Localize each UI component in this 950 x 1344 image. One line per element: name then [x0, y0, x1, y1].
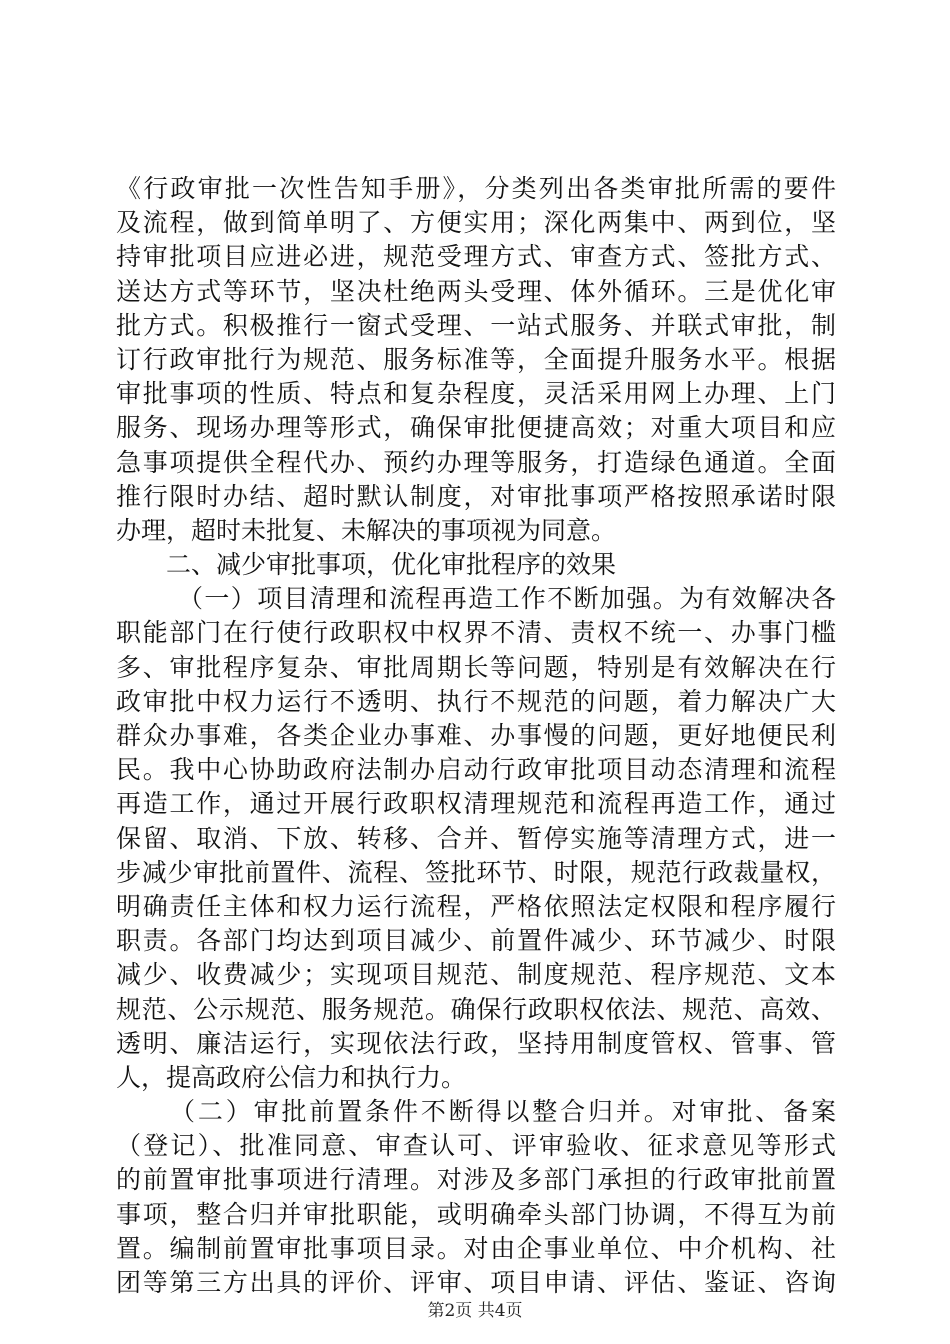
- page-footer: [0, 1296, 950, 1321]
- text-line: 急事项提供全程代办、预约办理等服务，打造绿色通道。全面: [116, 447, 836, 477]
- text-line: 职责。各部门均达到项目减少、前置件减少、环节减少、时限: [116, 926, 836, 956]
- page-number: 第2页 共4页: [427, 1301, 523, 1321]
- text-line: 职能部门在行使行政职权中权界不清、责权不统一、办事门槛: [116, 618, 836, 648]
- text-line: 推行限时办结、超时默认制度，对审批事项严格按照承诺时限: [116, 481, 836, 511]
- text-line: 批方式。积极推行一窗式受理、一站式服务、并联式审批，制: [116, 310, 836, 340]
- text-line: 的前置审批事项进行清理。对涉及多部门承担的行政审批前置: [116, 1165, 836, 1195]
- text-line: 置。编制前置审批事项目录。对由企事业单位、中介机构、社: [116, 1233, 836, 1263]
- text-line: 政审批中权力运行不透明、执行不规范的问题，着力解决广大: [116, 686, 836, 716]
- text-line: 再造工作，通过开展行政职权清理规范和流程再造工作，通过: [116, 789, 836, 819]
- text-line: 团等第三方出具的评价、评审、项目申请、评估、鉴证、咨询: [116, 1268, 836, 1297]
- text-line: （登记）、批准同意、审查认可、评审验收、征求意见等形式: [116, 1131, 836, 1161]
- text-line: 办理，超时未批复、未解决的事项视为同意。: [116, 515, 617, 545]
- text-line: 《行政审批一次性告知手册》，分类列出各类审批所需的要件: [116, 174, 836, 203]
- text-line: 明确责任主体和权力运行流程，严格依照法定权限和程序履行: [116, 891, 836, 921]
- text-line: （一）项目清理和流程再造工作不断加强。为有效解决各: [178, 584, 836, 614]
- text-line: 持审批项目应进必进，规范受理方式、审查方式、签批方式、: [116, 242, 836, 272]
- section-heading: 二、减少审批事项，优化审批程序的效果: [166, 550, 617, 580]
- text-line: 保留、取消、下放、转移、合并、暂停实施等清理方式，进一: [116, 823, 836, 853]
- text-line: 规范、公示规范、服务规范。确保行政职权依法、规范、高效、: [116, 994, 836, 1024]
- text-line: 送达方式等环节，坚决杜绝两头受理、体外循环。三是优化审: [116, 276, 836, 306]
- text-line: 订行政审批行为规范、服务标准等，全面提升服务水平。根据: [116, 344, 836, 374]
- text-line: （二）审批前置条件不断得以整合归并。对审批、备案: [170, 1097, 836, 1127]
- text-line: 人，提高政府公信力和执行力。: [116, 1062, 467, 1092]
- text-line: 群众办事难，各类企业办事难、办事慢的问题，更好地便民利: [116, 721, 836, 750]
- text-line: 及流程，做到简单明了、方便实用；深化两集中、两到位，坚: [116, 208, 836, 238]
- body-text: [116, 172, 836, 1300]
- text-line: 多、审批程序复杂、审批周期长等问题，特别是有效解决在行: [116, 652, 836, 682]
- text-line: 减少、收费减少；实现项目规范、制度规范、程序规范、文本: [116, 960, 836, 990]
- text-line: 服务、现场办理等形式，确保审批便捷高效；对重大项目和应: [116, 413, 836, 443]
- text-line: 审批事项的性质、特点和复杂程度，灵活采用网上办理、上门: [116, 379, 836, 409]
- text-line: 民。我中心协助政府法制办启动行政审批项目动态清理和流程: [116, 755, 836, 785]
- text-line: 步减少审批前置件、流程、签批环节、时限，规范行政裁量权，: [116, 857, 836, 887]
- text-line: 透明、廉洁运行，实现依法行政，坚持用制度管权、管事、管: [116, 1028, 836, 1058]
- text-line: 事项，整合归并审批职能，或明确牵头部门协调，不得互为前: [116, 1199, 836, 1229]
